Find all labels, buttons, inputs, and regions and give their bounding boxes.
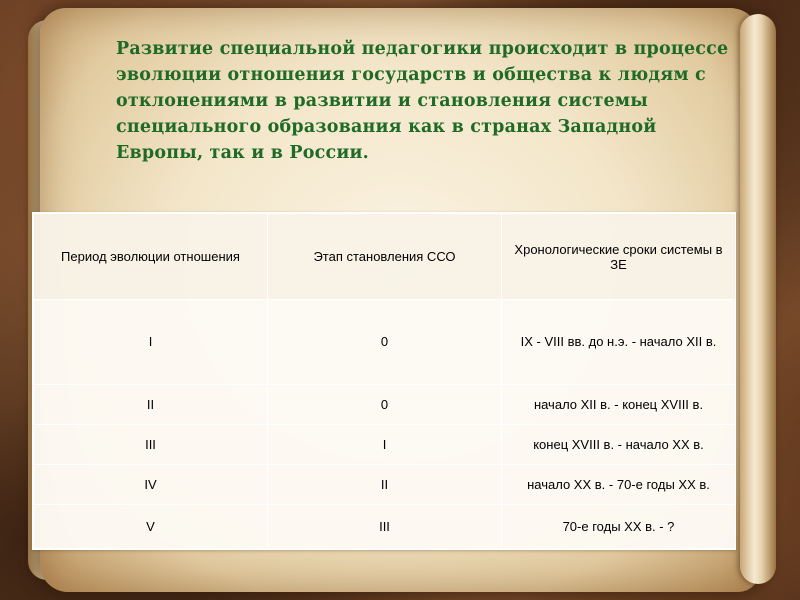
data-table (33, 213, 736, 549)
table-header-row (34, 214, 736, 300)
table-row (34, 424, 736, 464)
cell-chronology: IX - VIII вв. до н.э. - начало XII в. (502, 300, 736, 384)
evolution-table (32, 212, 736, 550)
cell-chronology: 70-е годы XX в. - ? (502, 504, 736, 548)
cell-period: II (34, 384, 268, 424)
cell-stage: I (268, 424, 502, 464)
cell-period: III (34, 424, 268, 464)
cell-stage: II (268, 464, 502, 504)
column-header-chronology: Хронологические сроки системы в ЗЕ (502, 214, 736, 300)
cell-stage: 0 (268, 300, 502, 384)
cell-chronology: конец XVIII в. - начало XX в. (502, 424, 736, 464)
cell-chronology: начало XX в. - 70-е годы XX в. (502, 464, 736, 504)
table-row (34, 504, 736, 548)
column-header-stage: Этап становления ССО (268, 214, 502, 300)
cell-period: V (34, 504, 268, 548)
table-row (34, 300, 736, 384)
slide-heading: Развитие специальной педагогики происходит в процессе эволюции отношения государств и общества к людям с отклонениями в развитии и становления системы специального образования как в странах Западной Европы, так и в России. (116, 39, 729, 163)
cell-stage: III (268, 504, 502, 548)
table-row (34, 384, 736, 424)
cell-period: I (34, 300, 268, 384)
table-row (34, 464, 736, 504)
column-header-period: Период эволюции отношения (34, 214, 268, 300)
cell-stage: 0 (268, 384, 502, 424)
cell-chronology: начало XII в. - конец XVIII в. (502, 384, 736, 424)
cell-period: IV (34, 464, 268, 504)
